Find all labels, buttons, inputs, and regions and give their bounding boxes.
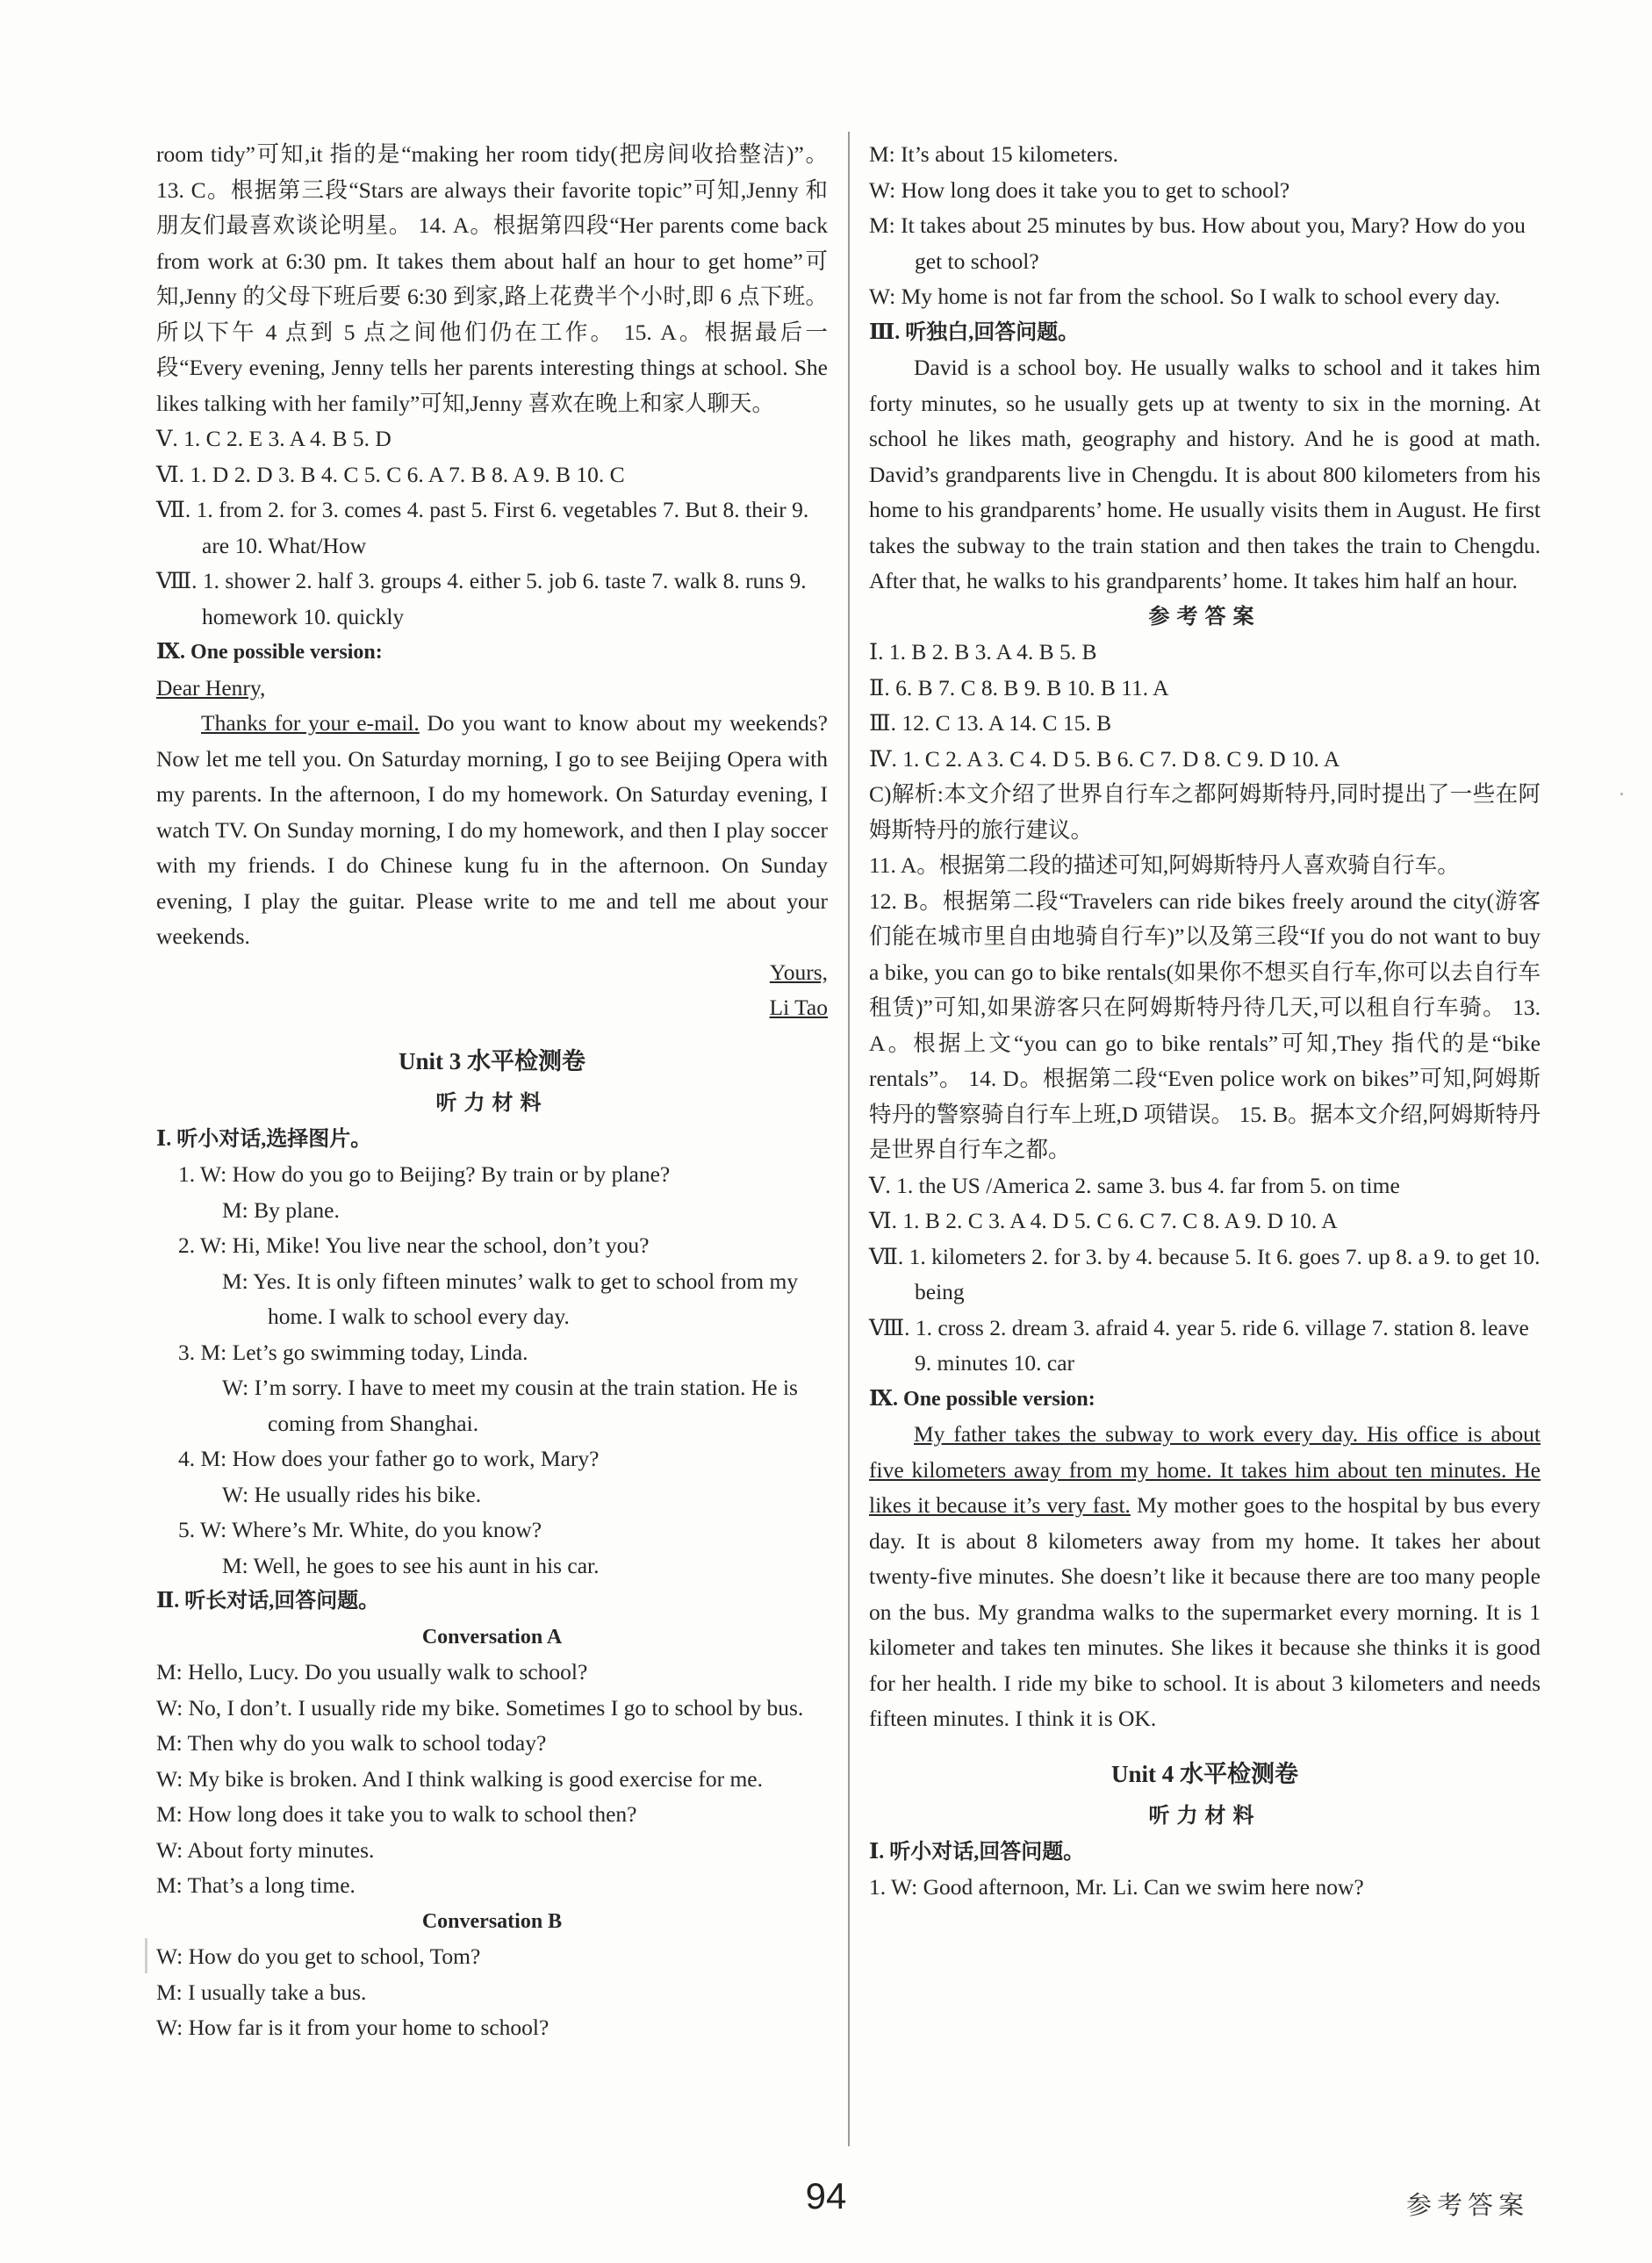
column-divider	[848, 132, 850, 2146]
answer-line: Ⅵ. 1. B 2. C 3. A 4. D 5. C 6. C 7. C 8. A 9. D 10. A	[869, 1208, 1338, 1233]
dialogue-line: W: He usually rides his bike.	[222, 1481, 482, 1507]
monologue-paragraph: David is a school boy. He usually walks to school and it takes him forty minutes, so he usually gets up at twenty to six in the morning. At school he likes math, geography and history. And he is good at math. David’s grandparents live in Chengdu. It is about 800 kilometers from his home to his grandparents’ home. He usually visits them in August. He first takes the subway to the train station and then takes the train to Chengdu. After that, he walks to his grandparents’ home. It takes him half an hour.	[869, 355, 1541, 593]
dialogue-line: 5. W: Where’s Mr. White, do you know?	[178, 1517, 542, 1542]
section-1-heading: Ⅰ. 听小对话,选择图片。	[156, 1127, 372, 1151]
letter-closing: Yours,	[769, 959, 828, 985]
answer-line: Ⅴ. 1. the US /America 2. same 3. bus 4. far from 5. on time	[869, 1172, 1400, 1198]
answer-line-viii: Ⅷ. 1. shower 2. half 3. groups 4. either 5. job 6. taste 7. walk 8. runs 9. homework 10. quickly	[156, 568, 807, 629]
dialogue-line: 1. W: Good afternoon, Mr. Li. Can we swim here now?	[869, 1874, 1364, 1900]
answer-line-vi: Ⅵ. 1. D 2. D 3. B 4. C 5. C 6. A 7. B 8. A 9. B 10. C	[156, 461, 625, 487]
conv-a-line: W: No, I don’t. I usually ride my bike. Sometimes I go to school by bus.	[156, 1694, 804, 1721]
letter-opening: Thanks for your e-mail.	[201, 710, 420, 736]
letter-greeting: Dear Henry,	[156, 674, 266, 700]
dialogue-3	[156, 1335, 828, 1442]
conv-b-line: M: It’s about 15 kilometers.	[869, 141, 1119, 167]
answer-line: Ⅰ. 1. B 2. B 3. A 4. B 5. B	[869, 639, 1097, 665]
listening-title: 听力材料	[1148, 1805, 1261, 1828]
dialogue-line: M: Well, he goes to see his aunt in his car.	[222, 1552, 600, 1578]
essay-underlined: My father takes the subway to work every day. His office is about five kilometers away from my home. It takes him about ten minutes. He likes it because it’s very fast.	[869, 1421, 1541, 1518]
analysis-item: 11. A。根据第二段的描述可知,阿姆斯特丹人喜欢骑自行车。	[869, 852, 1460, 878]
conversation-a-title: Conversation A	[421, 1625, 563, 1649]
conv-a-line: M: How long does it take you to walk to school then?	[156, 1801, 637, 1827]
dialogue-line: W: I’m sorry. I have to meet my cousin at the train station. He is coming from Shanghai.	[222, 1375, 798, 1436]
dialogue-line: 1. W: How do you go to Beijing? By train or by plane?	[178, 1161, 671, 1187]
dialogue-2	[156, 1228, 828, 1335]
conv-a-line: M: That’s a long time.	[156, 1872, 356, 1898]
essay-paragraph	[869, 1417, 1541, 1737]
answer-line: Ⅳ. 1. C 2. A 3. C 4. D 5. B 6. C 7. D 8. C 9. D 10. A	[869, 745, 1340, 772]
unit3-title: Unit 3 水平检测卷	[398, 1047, 585, 1074]
dialogue-line: M: Yes. It is only fifteen minutes’ walk to get to school from my home. I walk to school every day.	[222, 1268, 799, 1329]
section-ix-label: Ⅸ. One possible version:	[869, 1387, 1095, 1411]
scan-mark	[145, 1938, 147, 1973]
answer-line: Ⅷ. 1. cross 2. dream 3. afraid 4. year 5. ride 6. village 7. station 8. leave 9. minutes 10. car	[869, 1314, 1529, 1376]
conv-b-line: W: How do you get to school, Tom?	[156, 1943, 481, 1969]
conv-a-line: M: Hello, Lucy. Do you usually walk to school?	[156, 1659, 588, 1685]
conv-a-line: W: My bike is broken. And I think walking is good exercise for me.	[156, 1765, 763, 1792]
section-1-heading: Ⅰ. 听小对话,回答问题。	[869, 1840, 1085, 1864]
dialogue-4	[156, 1441, 828, 1512]
conv-a-line: W: About forty minutes.	[156, 1836, 375, 1863]
analysis-summary: C)解析:本文介绍了世界自行车之都阿姆斯特丹,同时提出了一些在阿姆斯特丹的旅行建议。	[869, 781, 1541, 843]
letter-body	[156, 706, 828, 955]
conv-b-line: W: How long does it take you to get to school?	[869, 176, 1290, 203]
answer-line: Ⅲ. 12. C 13. A 14. C 15. B	[869, 710, 1112, 736]
intro-paragraph: room tidy”可知,it 指的是“making her room tidy(把房间收拾整洁)”。 13. C。根据第三段“Stars are always their favorite topic”可知,Jenny 和朋友们最喜欢谈论明星。 14. A。根据第四段“Her parents come back from work at 6:30 pm. It takes them about half an hour to get home”可知,Jenny 的父母下班后要 6:30 到家,路上花费半个小时,即 6 点下班。所以下午 4 点到 5 点之间他们仍在工作。 15. A。根据最后一段“Every evening, Jenny tells her parents interesting things at school. She likes talking with her family”可知,Jenny 喜欢在晚上和家人聊天。	[156, 141, 828, 416]
analysis-item: 12. B。根据第二段“Travelers can ride bikes freely around the city(游客们能在城市里自由地骑自行车)”以及第三段“If you do not want to buy a bike, you can go to bike rentals(如果你不想买自行车,你可以去自行车租赁)”可知,如果游客只在阿姆斯特丹待几天,可以租自行车骑。 13. A。根据上文“you can go to bike rentals”可知,They 指代的是“bike rentals”。 14. D。根据第二段“Even police work on bikes”可知,阿姆斯特丹的警察骑自行车上班,D 项错误。 15. B。据本文介绍,阿姆斯特丹是世界自行车之都。	[869, 887, 1541, 1162]
page-number: 94	[805, 2175, 847, 2216]
answer-line-v: Ⅴ. 1. C 2. E 3. A 4. B 5. D	[156, 426, 391, 451]
right-column	[869, 137, 1541, 1906]
section-3-heading: Ⅲ. 听独白,回答问题。	[869, 320, 1080, 344]
section-ix-label: Ⅸ. One possible version:	[156, 641, 383, 664]
answers-title: 参考答案	[1148, 605, 1261, 629]
footer-label: 参考答案	[1405, 2192, 1529, 2220]
letter-signature: Li Tao	[769, 995, 828, 1020]
conv-b-line: W: How far is it from your home to school?	[156, 2015, 549, 2040]
section-2-heading: Ⅱ. 听长对话,回答问题。	[156, 1590, 380, 1613]
dialogue-line: 3. M: Let’s go swimming today, Linda.	[178, 1339, 528, 1365]
dialogue-line: 4. M: How does your father go to work, Mary?	[178, 1446, 600, 1471]
dialogue-line: 2. W: Hi, Mike! You live near the school, don’t you?	[178, 1232, 650, 1258]
dialogue-1	[156, 1157, 828, 1228]
scan-speck	[1620, 793, 1623, 795]
listening-title: 听力材料	[435, 1092, 549, 1115]
answer-line: Ⅶ. 1. kilometers 2. for 3. by 4. because 5. It 6. goes 7. up 8. a 9. to get 10. being	[869, 1243, 1541, 1304]
dialogue-5	[156, 1512, 828, 1584]
conversation-b-title: Conversation B	[421, 1909, 563, 1933]
letter-body-text: Do you want to know about my weekends? Now let me tell you. On Saturday morning, I go to see Beijing Opera with my parents. In the afternoon, I do my homework. On Saturday evening, I watch TV. On Sunday morning, I do my homework, and then I play soccer with my friends. I do Chinese kung fu in the afternoon. On Sunday evening, I play the guitar. Please write to me and tell me about your weekends.	[156, 710, 828, 949]
answer-line: Ⅱ. 6. B 7. C 8. B 9. B 10. B 11. A	[869, 674, 1169, 700]
conv-b-line: M: It takes about 25 minutes by bus. How about you, Mary? How do you get to school?	[869, 212, 1526, 274]
left-column	[156, 137, 828, 2046]
unit4-title: Unit 4 水平检测卷	[1110, 1760, 1298, 1787]
conv-b-line: M: I usually take a bus.	[156, 1979, 367, 2005]
essay-rest: My mother goes to the hospital by bus every day. It is about 8 kilometers away from my home. It takes her about twenty-five minutes. She doesn’t like it because there are too many people on the bus. My grandma walks to the supermarket every morning. It is 1 kilometer and takes ten minutes. She likes it because she thinks it is good for her health. I ride my bike to school. It is about 3 kilometers and needs fifteen minutes. I think it is OK.	[869, 1492, 1541, 1731]
answer-line-vii: Ⅶ. 1. from 2. for 3. comes 4. past 5. First 6. vegetables 7. But 8. their 9. are 10. What/How	[156, 497, 809, 558]
dialogue-line: M: By plane.	[222, 1196, 340, 1223]
conv-a-line: M: Then why do you walk to school today?	[156, 1730, 547, 1756]
conv-b-line: W: My home is not far from the school. So I walk to school every day.	[869, 284, 1501, 309]
